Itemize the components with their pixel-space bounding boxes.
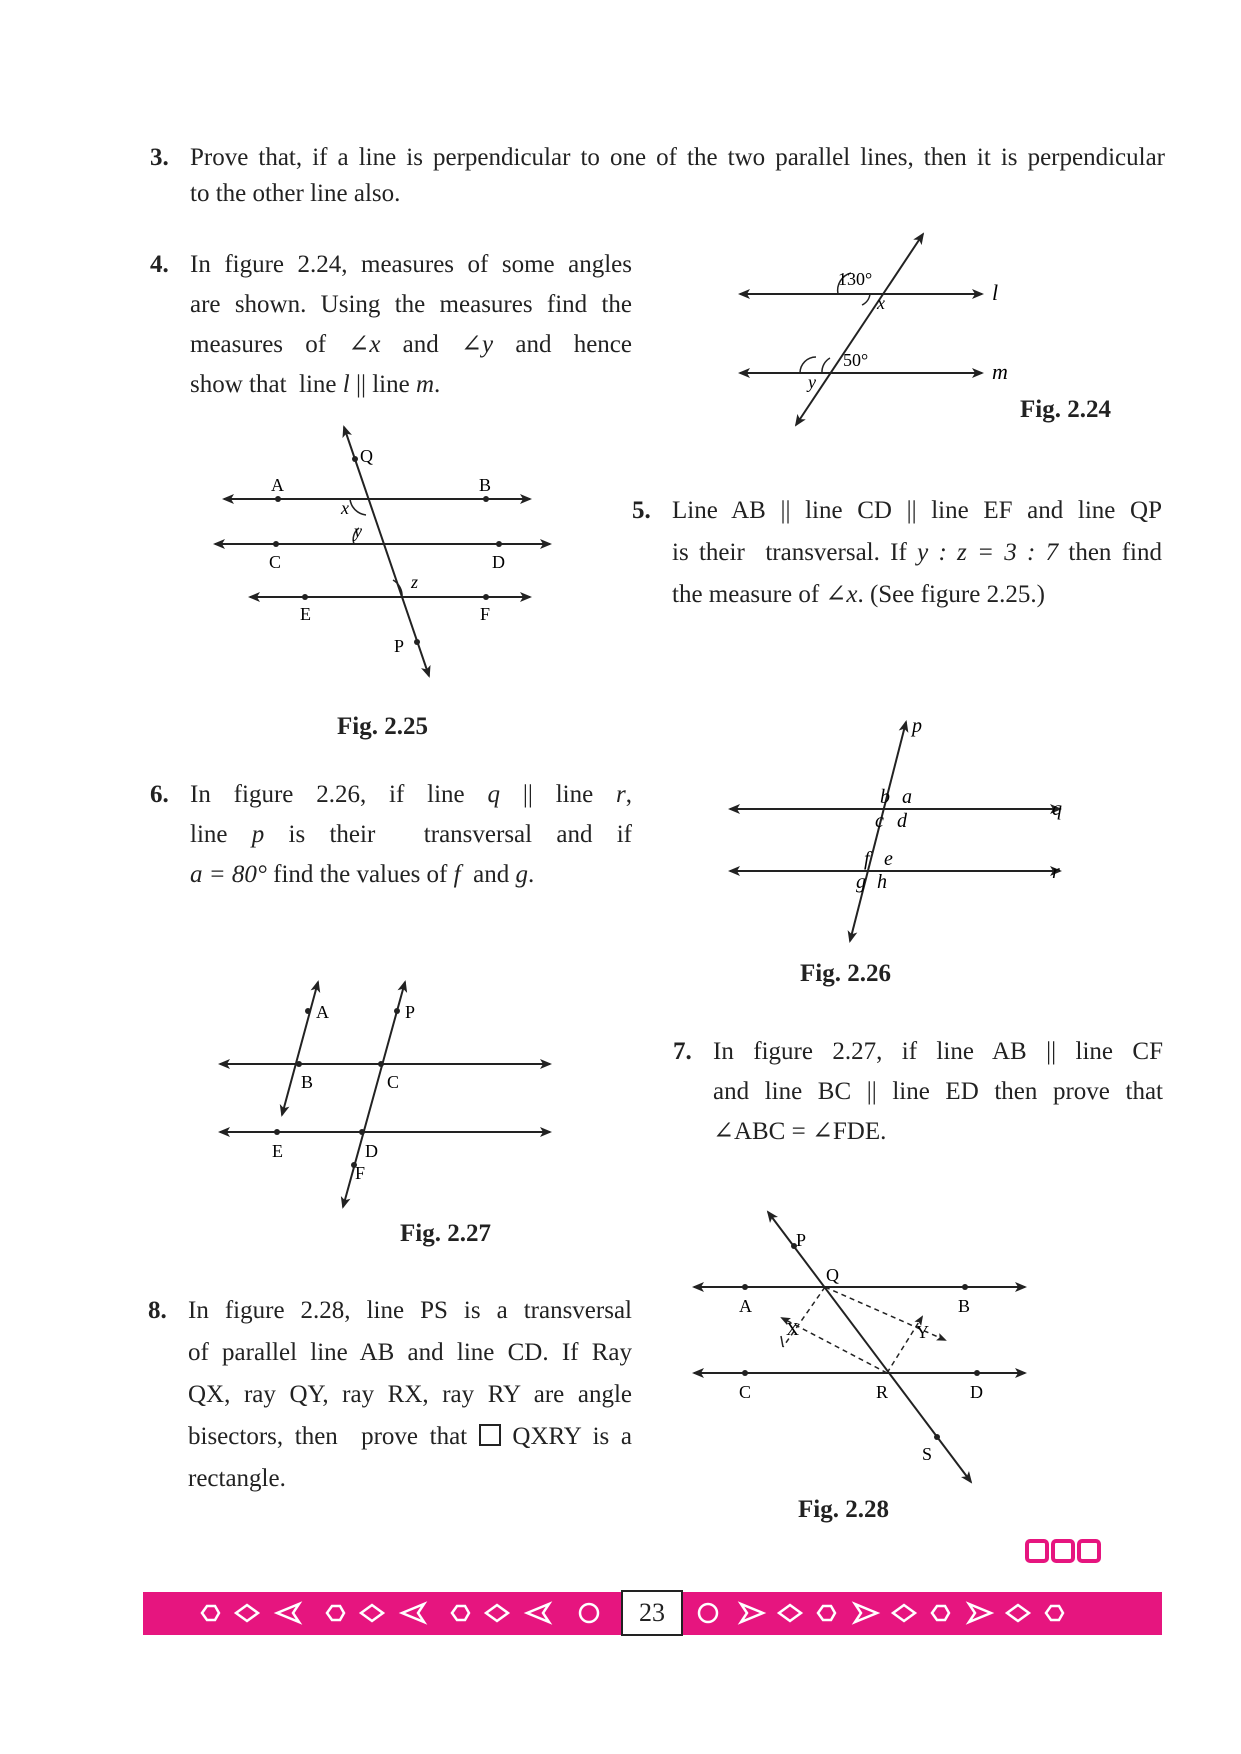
transversal: [796, 234, 923, 425]
label-m: m: [992, 359, 1008, 384]
question-text: and line BC || line ED then prove that: [713, 1078, 1163, 1105]
ray-ba: [282, 982, 318, 1115]
label-q: Q: [360, 446, 373, 466]
label-e: E: [272, 1141, 283, 1161]
label-b: B: [301, 1072, 314, 1092]
label-c: c: [875, 810, 884, 832]
label-a: A: [271, 475, 284, 495]
question-6: [150, 775, 632, 895]
label-h: h: [877, 871, 887, 893]
question-number: 5.: [632, 497, 651, 524]
question-text: of parallel line AB and line CD. If Ray: [188, 1339, 632, 1366]
figure-2-25: [200, 420, 570, 690]
quadrilateral-symbol: [479, 1424, 501, 1446]
end-marks: [1025, 1537, 1105, 1567]
question-text: show that line l || line m.: [190, 371, 441, 398]
question-text: is their transversal. If y : z = 3 : 7 then find: [672, 539, 1162, 566]
line-cf: [343, 982, 405, 1207]
question-3: [150, 140, 1165, 213]
label-b: b: [880, 786, 890, 808]
label-x: X: [786, 1319, 799, 1339]
question-text: to the other line also.: [190, 180, 401, 208]
figure-2-24: [730, 225, 1020, 435]
question-text: In figure 2.26, if line q || line r,: [190, 781, 633, 808]
label-q: q: [1052, 798, 1062, 820]
question-text: rectangle.: [188, 1465, 286, 1492]
figure-caption: Fig. 2.24: [1020, 396, 1111, 423]
question-text: In figure 2.24, measures of some angles: [190, 251, 632, 278]
question-text: a = 80° find the values of f and g.: [190, 861, 535, 888]
label-r: R: [876, 1382, 889, 1402]
label-c: C: [387, 1072, 400, 1092]
question-5: [632, 490, 1162, 616]
question-text: Prove that, if a line is perpendicular to one of the two parallel lines, then it is perpendicular: [190, 144, 1165, 171]
question-text: In figure 2.28, line PS is a transversal: [188, 1297, 632, 1324]
label-a: A: [316, 1002, 329, 1022]
label-p: p: [912, 715, 922, 737]
label-r: r: [1052, 861, 1060, 883]
label-y: Y: [916, 1322, 929, 1342]
question-text: In figure 2.27, if line AB || line CF: [713, 1038, 1163, 1065]
question-4: [150, 245, 632, 405]
question-text: ∠ABC = ∠FDE.: [713, 1118, 887, 1145]
question-text: measures of ∠x and ∠y and hence: [190, 331, 632, 358]
label-z: z: [411, 572, 419, 592]
question-number: 8.: [148, 1297, 167, 1324]
label-e: E: [300, 604, 311, 624]
figure-2-28: [690, 1205, 1035, 1495]
label-e: e: [884, 848, 893, 870]
label-f: F: [355, 1163, 366, 1183]
label-50: 50°: [843, 350, 869, 370]
question-number: 4.: [150, 251, 169, 278]
figure-caption: Fig. 2.25: [337, 713, 428, 740]
label-b: B: [958, 1296, 971, 1316]
label-c: C: [269, 552, 282, 572]
question-number: 6.: [150, 781, 169, 808]
label-x: x: [341, 498, 349, 518]
label-d: D: [970, 1382, 983, 1402]
question-text: Line AB || line CD || line EF and line QP: [672, 497, 1162, 524]
question-8: [148, 1290, 632, 1500]
question-number: 7.: [673, 1038, 692, 1065]
label-f: F: [480, 604, 491, 624]
label-d: D: [365, 1141, 378, 1161]
line-qp: [344, 427, 429, 676]
label-c: C: [739, 1382, 752, 1402]
figure-2-26: [720, 715, 1070, 945]
figure-caption: Fig. 2.28: [798, 1496, 889, 1523]
label-d: d: [897, 810, 907, 832]
question-text: line p is their transversal and if: [190, 821, 632, 848]
label-l: l: [992, 280, 999, 305]
label-y: y: [808, 372, 816, 392]
question-text: the measure of ∠x. (See figure 2.25.): [672, 581, 1045, 608]
label-a: a: [902, 786, 912, 808]
question-text: QX, ray QY, ray RX, ray RY are angle: [188, 1381, 632, 1408]
label-d: D: [492, 552, 505, 572]
label-130: 130°: [838, 269, 873, 289]
label-p: P: [394, 636, 405, 656]
label-p: P: [796, 1230, 807, 1250]
page-number: 23: [621, 1590, 683, 1636]
question-text: bisectors, then prove that QXRY is a: [188, 1423, 632, 1450]
question-7: [673, 1032, 1163, 1152]
figure-2-27: [215, 975, 560, 1215]
figure-caption: Fig. 2.27: [400, 1220, 491, 1247]
label-x: x: [877, 293, 885, 313]
label-q: Q: [826, 1265, 839, 1285]
label-b: B: [479, 475, 492, 495]
label-g: g: [856, 871, 866, 893]
label-y: y: [354, 521, 362, 541]
question-number: 3.: [150, 144, 169, 171]
line-ps: [768, 1212, 971, 1482]
label-p: P: [405, 1002, 416, 1022]
label-s: S: [922, 1444, 933, 1464]
label-a: A: [739, 1296, 752, 1316]
label-f: f: [864, 848, 870, 870]
figure-caption: Fig. 2.26: [800, 960, 891, 987]
question-text: are shown. Using the measures find the: [190, 291, 632, 318]
